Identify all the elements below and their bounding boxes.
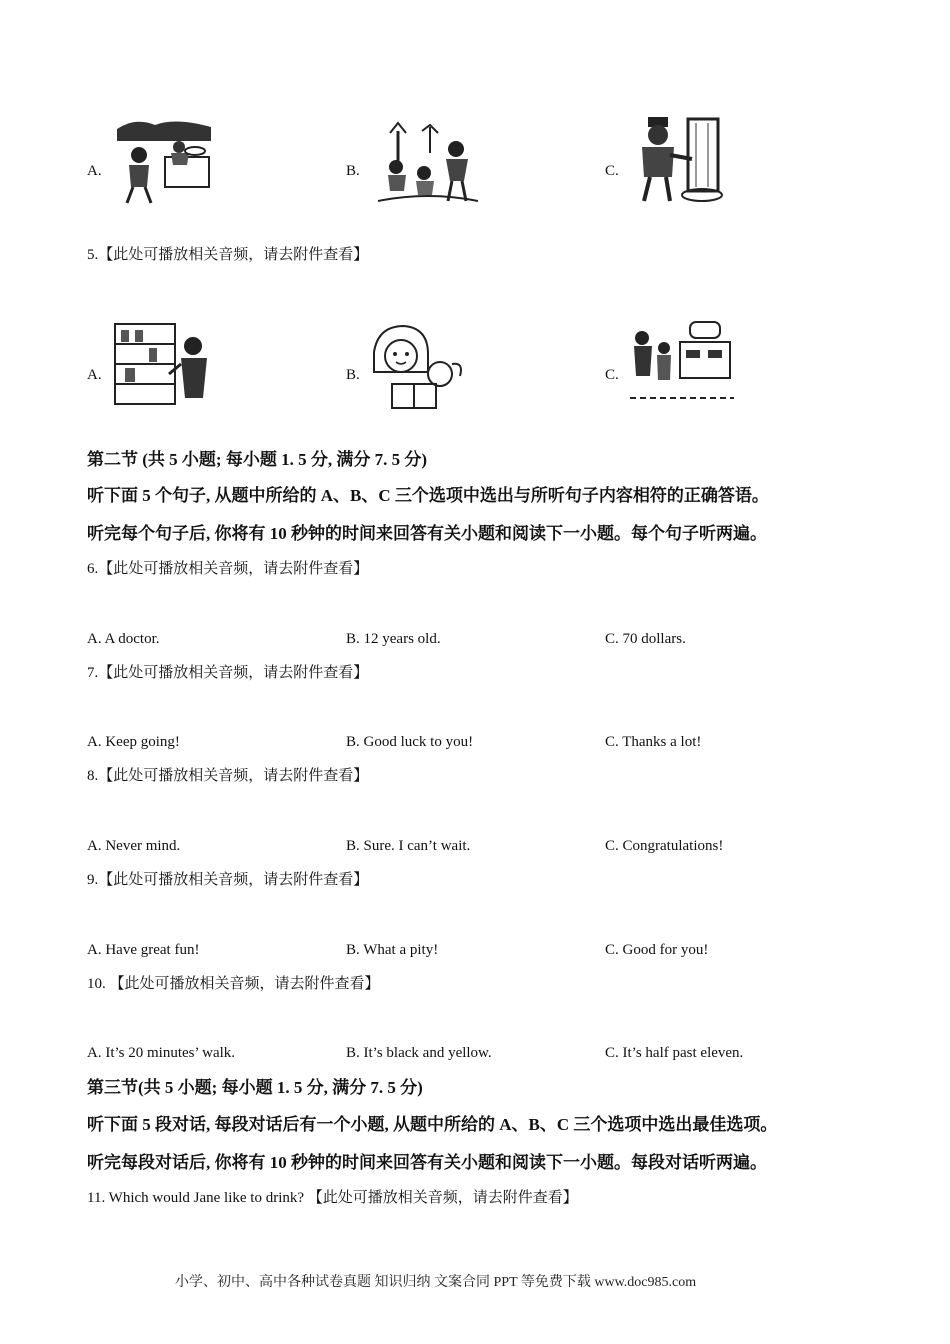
question-option-b: B. 12 years old. xyxy=(346,631,441,647)
section3-instruction-2: 听完每段对话后, 你将有 10 秒钟的时间来回答有关小题和阅读下一小题。每段对话听两遍。 xyxy=(87,1153,767,1172)
question-option-c: C. Good for you! xyxy=(605,942,709,958)
question-label: 7.【此处可播放相关音频，请去附件查看】 xyxy=(87,665,369,681)
q4-option-c-label: C. xyxy=(605,163,619,179)
question-label: 10. 【此处可播放相关音频，请去附件查看】 xyxy=(87,976,380,992)
question-label: 6.【此处可播放相关音频，请去附件查看】 xyxy=(87,561,369,577)
q4-option-a-label: A. xyxy=(87,163,102,179)
q5-option-c-image xyxy=(630,320,734,404)
section2-instruction-2: 听完每个句子后, 你将有 10 秒钟的时间来回答有关小题和阅读下一小题。每个句子听两遍。 xyxy=(87,524,767,543)
question-option-b: B. Sure. I can’t wait. xyxy=(346,838,471,854)
question-option-b: B. Good luck to you! xyxy=(346,734,474,750)
section2-instruction-1: 听下面 5 个句子, 从题中所给的 A、B、C 三个选项中选出与所听句子内容相符的正确答语。 xyxy=(87,486,769,505)
question-option-c: C. It’s half past eleven. xyxy=(605,1045,744,1061)
q4-option-c-image xyxy=(630,113,725,205)
question-option-a: A. Keep going! xyxy=(87,734,180,750)
q5-option-c-label: C. xyxy=(605,367,619,383)
question-option-c: C. 70 dollars. xyxy=(605,631,686,647)
q5-option-a-label: A. xyxy=(87,367,102,383)
page-footer: 小学、初中、高中各种试卷真题 知识归纳 文案合同 PPT 等免费下载 www.doc985.com xyxy=(175,1275,697,1290)
q4-option-a-image xyxy=(115,117,213,205)
question-option-c: C. Congratulations! xyxy=(605,838,724,854)
question-option-a: A. Never mind. xyxy=(87,838,181,854)
question-option-a: A. Have great fun! xyxy=(87,942,200,958)
q5-option-a-image xyxy=(113,318,211,410)
section3-heading: 第三节(共 5 小题; 每小题 1. 5 分, 满分 7. 5 分) xyxy=(87,1078,423,1097)
question-label: 8.【此处可播放相关音频，请去附件查看】 xyxy=(87,768,369,784)
q11-label: 11. Which would Jane like to drink? 【此处可播放相关音频，请去附件查看】 xyxy=(87,1190,578,1206)
question-option-c: C. Thanks a lot! xyxy=(605,734,702,750)
section3-instruction-1: 听下面 5 段对话, 每段对话后有一个小题, 从题中所给的 A、B、C 三个选项中选出最佳选项。 xyxy=(87,1115,778,1134)
q5-option-b-image xyxy=(368,322,468,412)
question-label: 9.【此处可播放相关音频，请去附件查看】 xyxy=(87,872,369,888)
question-option-b: B. What a pity! xyxy=(346,942,439,958)
question-option-b: B. It’s black and yellow. xyxy=(346,1045,492,1061)
q5-label: 5.【此处可播放相关音频，请去附件查看】 xyxy=(87,247,369,263)
question-option-a: A. It’s 20 minutes’ walk. xyxy=(87,1045,236,1061)
q4-option-b-label: B. xyxy=(346,163,360,179)
question-option-a: A. A doctor. xyxy=(87,631,160,647)
q5-option-b-label: B. xyxy=(346,367,360,383)
q4-option-b-image xyxy=(378,121,478,205)
section2-heading: 第二节 (共 5 小题; 每小题 1. 5 分, 满分 7. 5 分) xyxy=(87,450,427,469)
